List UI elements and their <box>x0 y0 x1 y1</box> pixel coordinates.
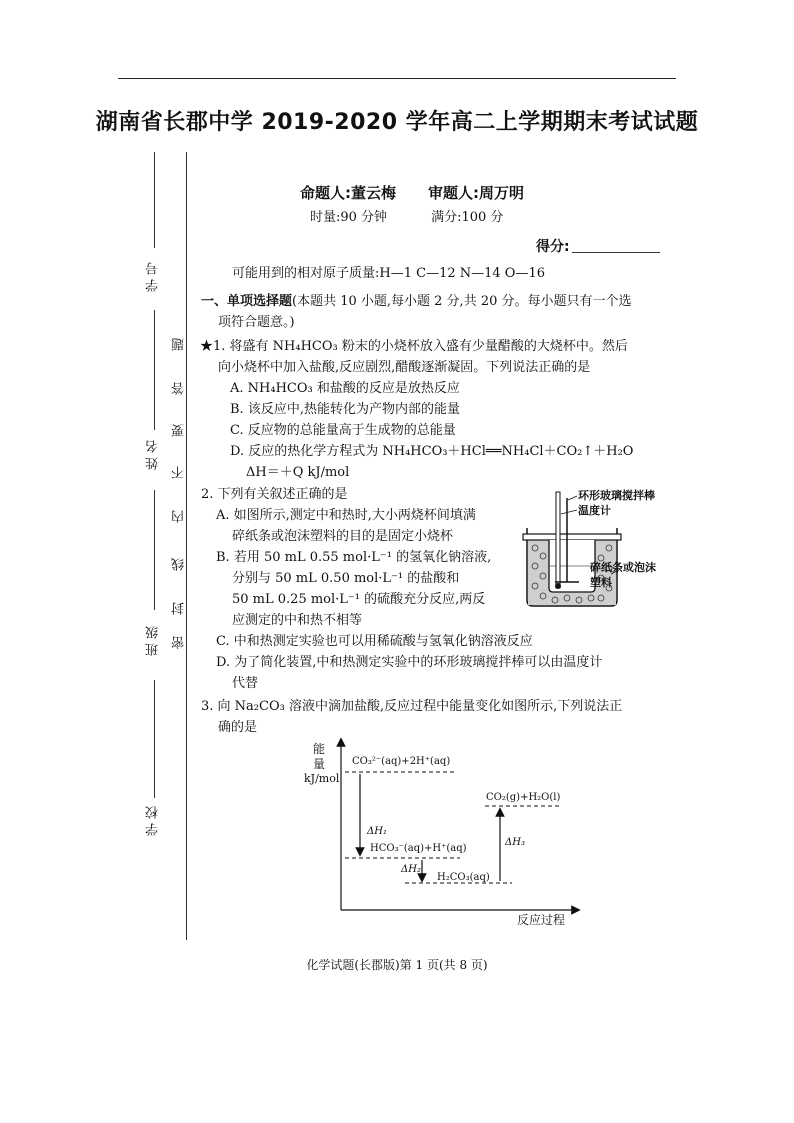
seal-char: 要 <box>172 422 187 437</box>
seal-char: 内 <box>172 508 187 523</box>
section-desc: (本题共 10 小题,每小题 2 分,共 20 分。每小题只有一个选 <box>292 294 632 309</box>
q2-option-d-1: D. 为了简化装置,中和热测定实验中的环形玻璃搅拌棒可以由温度计 <box>216 655 603 670</box>
ylabel-energy-2: 量 <box>313 757 326 771</box>
page-footer: 化学试题(长郡版)第 1 页(共 8 页) <box>306 958 488 972</box>
delta-h2: ΔH₂ <box>401 864 421 875</box>
full-score: 满分:100 分 <box>431 210 504 225</box>
field-line <box>154 152 155 248</box>
level-co2-water: CO₂(g)+H₂O(l) <box>486 792 561 803</box>
q3-stem-1: 3. 向 Na₂CO₃ 溶液中滴加盐酸,反应过程中能量变化如图所示,下列说法正 <box>201 699 623 714</box>
score-blank <box>572 252 660 253</box>
q1-option-b: B. 该反应中,热能转化为产物内部的能量 <box>230 402 460 417</box>
level-bicarbonate: HCO₃⁻(aq)+H⁺(aq) <box>370 843 467 854</box>
fig-label-foam-2: 塑料 <box>590 576 612 589</box>
section-desc-2: 项符合题意。) <box>218 315 295 330</box>
q2-option-a-2: 碎纸条或泡沫塑料的目的是固定小烧杯 <box>232 529 454 544</box>
top-rule <box>118 78 676 79</box>
delta-h3: ΔH₃ <box>505 837 525 848</box>
seal-char: 密 <box>172 634 187 649</box>
seal-char: 封 <box>172 600 187 615</box>
field-line <box>154 490 155 610</box>
binding-line <box>186 152 187 940</box>
q1-option-a: A. NH₄HCO₃ 和盐酸的反应是放热反应 <box>230 381 460 396</box>
field-class: 班 级 <box>146 626 161 657</box>
q3-stem-2: 确的是 <box>218 720 258 735</box>
q1-stem-2: 向小烧杯中加入盐酸,反应剧烈,醋酸逐渐凝固。下列说法正确的是 <box>218 360 591 375</box>
seal-char: 线 <box>172 556 187 571</box>
level-carbonate: CO₃²⁻(aq)+2H⁺(aq) <box>352 756 451 767</box>
field-name: 姓 名 <box>146 440 161 471</box>
q2-option-b-2: 分别与 50 mL 0.50 mol·L⁻¹ 的盐酸和 <box>232 571 460 586</box>
q2-stem: 2. 下列有关叙述正确的是 <box>201 487 348 502</box>
page-title: 湖南省长郡中学 2019-2020 学年高二上学期期末考试试题 <box>95 110 699 135</box>
atomic-mass-note: 可能用到的相对原子质量:H—1 C—12 N—14 O—16 <box>232 266 545 281</box>
level-carbonic-acid: H₂CO₃(aq) <box>437 872 490 883</box>
delta-h1: ΔH₁ <box>367 826 387 837</box>
section-heading <box>201 291 632 312</box>
field-school: 学 校 <box>146 806 161 837</box>
q1-stem-1: ★1. 将盛有 NH₄HCO₃ 粉末的小烧杯放入盛有少量醋酸的大烧杯中。然后 <box>200 339 628 354</box>
section-title: 一、单项选择题 <box>201 294 293 309</box>
field-line <box>154 310 155 430</box>
time-limit: 时量:90 分钟 <box>310 210 388 225</box>
field-line <box>154 680 155 798</box>
fig-label-foam: 碎纸条或泡沫 <box>590 561 656 574</box>
xlabel-process: 反应过程 <box>517 913 566 927</box>
reviewer: 审题人:周万明 <box>428 184 524 202</box>
setter: 命题人:董云梅 <box>300 184 396 202</box>
q1-option-c: C. 反应物的总能量高于生成物的总能量 <box>230 423 456 438</box>
score-label: 得分: <box>536 239 570 255</box>
q2-option-b-4: 应测定的中和热不相等 <box>232 613 363 628</box>
q2-option-d-2: 代替 <box>232 676 259 691</box>
seal-char: 题 <box>172 336 187 351</box>
seal-char: 不 <box>172 464 187 479</box>
q2-option-a-1: A. 如图所示,测定中和热时,大小两烧杯间填满 <box>216 508 476 523</box>
ylabel-unit: kJ/mol <box>304 772 340 785</box>
time-info <box>310 206 547 225</box>
q1-option-d: D. 反应的热化学方程式为 NH₄HCO₃＋HCl══NH₄Cl＋CO₂↑＋H₂O <box>230 444 634 459</box>
fig-label-stirrer: 环形玻璃搅拌棒 <box>578 489 655 502</box>
seal-char: 答 <box>172 380 187 395</box>
q2-option-c: C. 中和热测定实验也可以用稀硫酸与氢氧化钠溶液反应 <box>216 634 533 649</box>
q1-option-d-2: ΔH＝＋Q kJ/mol <box>246 465 350 480</box>
ylabel-energy-1: 能 <box>313 742 326 756</box>
authors-line <box>300 182 556 203</box>
fig-label-thermometer: 温度计 <box>578 504 611 517</box>
field-student-no: 学 号 <box>146 262 161 293</box>
q2-option-b-3: 50 mL 0.25 mol·L⁻¹ 的硫酸充分反应,两反 <box>232 592 486 607</box>
q2-option-b-1: B. 若用 50 mL 0.55 mol·L⁻¹ 的氢氧化钠溶液, <box>216 550 492 565</box>
